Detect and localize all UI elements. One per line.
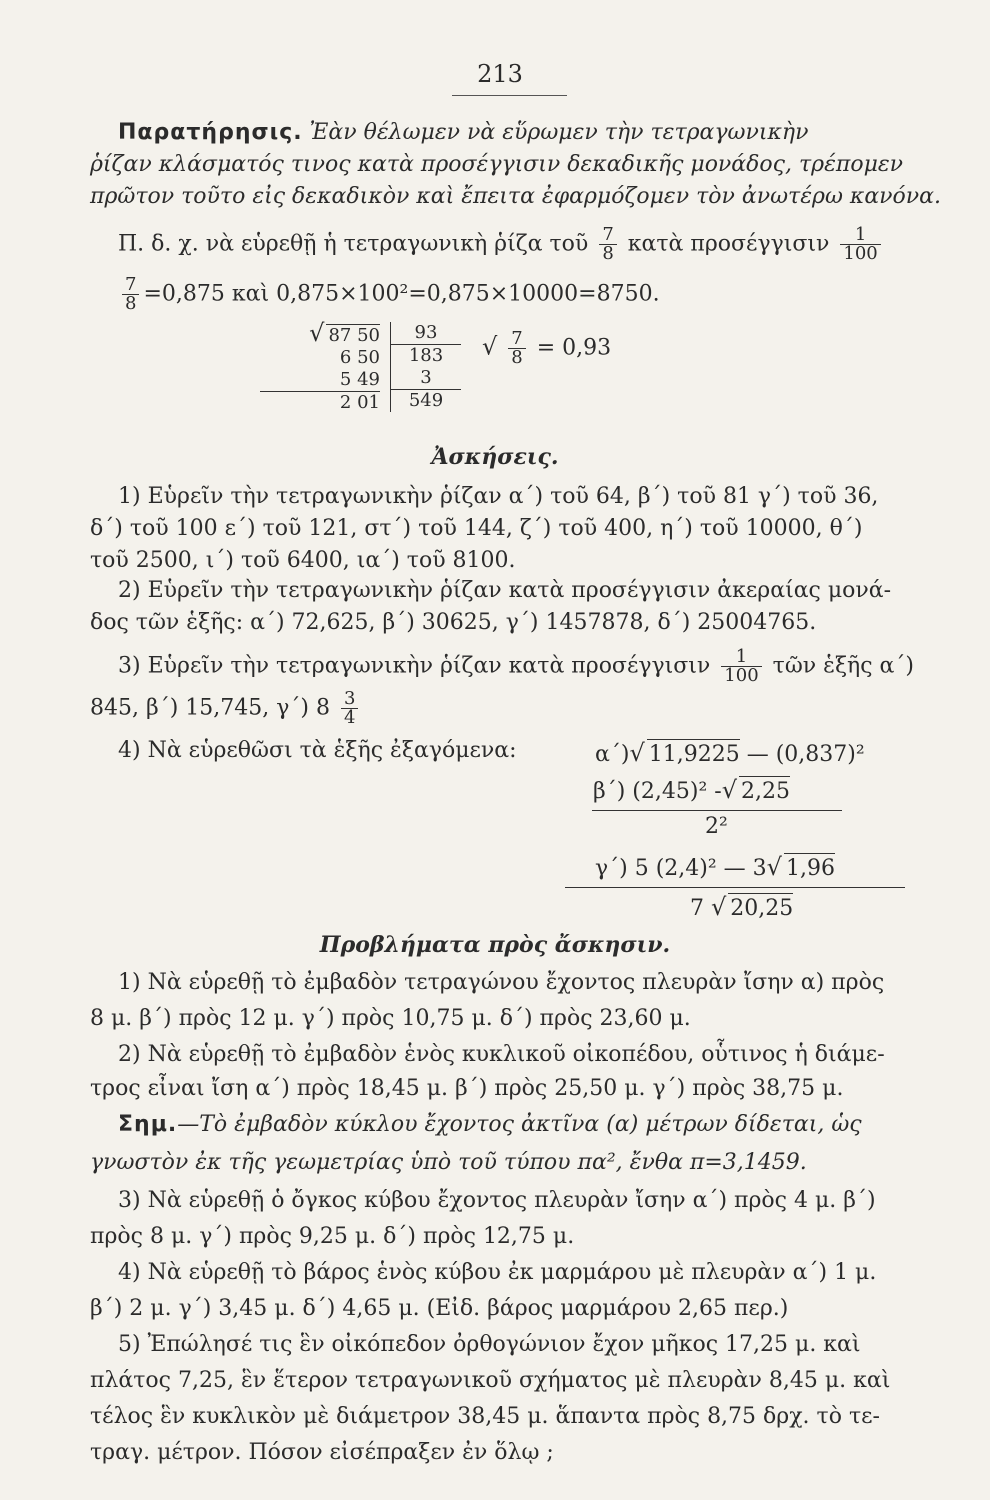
fraction-numerator: 7	[599, 226, 616, 245]
fraction-numerator: 7	[508, 330, 525, 349]
fraction-bar	[592, 810, 842, 811]
radicand-value: 11,9225	[647, 739, 740, 770]
exercise-2-line-2: δος τῶν ἑξῆς: α΄) 72,625, β΄) 30625, γ΄) 1457878, δ΄) 25004765.	[90, 610, 817, 635]
working-divisor: 93	[391, 322, 461, 345]
radical-icon: √	[482, 332, 498, 361]
problem-5-line-2: πλάτος 7,25, ἓν ἕτερον τετραγωνικοῦ σχήματος μὲ πλευρὰν 8,45 μ. καὶ	[90, 1368, 891, 1393]
fraction-7-8	[508, 330, 525, 367]
page-number-rule	[452, 95, 567, 96]
note-line-2: γνωστὸν ἐκ τῆς γεωμετρίας ὑπὸ τοῦ τύπου πα², ἔνθα π=3,1459.	[90, 1150, 807, 1175]
example-equation	[118, 276, 938, 313]
fraction-bar	[565, 887, 905, 888]
equation-text: =0,875 καὶ 0,875×100²=0,875×10000=8750.	[143, 281, 660, 307]
radicand-value: 20,25	[728, 893, 793, 924]
problem-4-line-1: 4) Νὰ εὑρεθῇ τὸ βάρος ἑνὸς κύβου ἐκ μαρμάρου μὲ πλευρὰν α΄) 1 μ.	[118, 1260, 877, 1285]
exercise-1-line-2: δ΄) τοῦ 100 ε΄) τοῦ 121, στ΄) τοῦ 144, ζ΄) τοῦ 400, η΄) τοῦ 10000, θ΄)	[90, 516, 863, 541]
exercise-1-line-3: τοῦ 2500, ι΄) τοῦ 6400, ια΄) τοῦ 8100.	[90, 548, 516, 573]
fraction-denominator: 100	[724, 665, 759, 686]
exercise-4-expr-a	[595, 738, 865, 770]
working-right-column	[390, 322, 461, 412]
fraction-denominator: 8	[602, 243, 614, 264]
expr-label: β΄) (2,45)² -	[593, 779, 722, 804]
working-divisor: 183	[408, 345, 444, 366]
expr-label: γ΄) 5 (2,4)² — 3	[595, 856, 767, 881]
fraction-3-4	[341, 690, 358, 727]
problem-1-line-2: 8 μ. β΄) πρὸς 12 μ. γ΄) πρὸς 10,75 μ. δ΄) πρὸς 23,60 μ.	[90, 1006, 691, 1031]
exercise-3-line-2	[90, 690, 910, 727]
problem-5-line-3: τέλος ἓν κυκλικὸν μὲ διάμετρον 38,45 μ. ἅπαντα πρὸς 8,75 δρχ. τὸ τε-	[90, 1404, 880, 1429]
exercise-4-expr-c	[595, 852, 835, 884]
radical-icon: √	[309, 319, 325, 347]
problems-title: Προβλήματα πρὸς ἄσκησιν.	[319, 932, 671, 958]
radicand-value: 2,25	[739, 776, 790, 807]
fraction-denominator: 100	[843, 243, 878, 264]
problem-2-line-2: τρος εἶναι ἴση α΄) πρὸς 18,45 μ. β΄) πρὸς 25,50 μ. γ΄) πρὸς 38,75 μ.	[90, 1076, 844, 1101]
working-row: 2 01	[339, 392, 380, 413]
fraction-denominator: 8	[125, 293, 137, 314]
radical-icon: √	[629, 739, 645, 767]
exercises-title: Ἀσκήσεις.	[431, 444, 559, 470]
exercise-3-text-a: 3) Εὑρεῖν τὴν τετραγωνικὴν ῥίζαν κατὰ προσέγγισιν	[118, 653, 711, 679]
exercise-2-line-1: 2) Εὑρεῖν τὴν τετραγωνικὴν ῥίζαν κατὰ προσέγγισιν ἀκεραίας μονά-	[118, 578, 892, 603]
fraction-numerator: 1	[840, 226, 880, 245]
working-row: 5 49	[260, 369, 380, 392]
working-divisor: 549	[408, 390, 444, 411]
radical-icon: √	[766, 853, 782, 881]
problem-3-line-2: πρὸς 8 μ. γ΄) πρὸς 9,25 μ. δ΄) πρὸς 12,75 μ.	[90, 1224, 575, 1249]
radicand-value: 87 50	[328, 325, 380, 346]
exercise-4-expr-c-den	[690, 892, 793, 924]
expr-coefficient: 7	[690, 896, 704, 921]
problem-3-line-1: 3) Νὰ εὑρεθῇ ὁ ὄγκος κύβου ἔχοντος πλευρὰν ἴσην α΄) πρὸς 4 μ. β΄)	[118, 1188, 876, 1213]
problem-4-line-2: β΄) 2 μ. γ΄) 3,45 μ. δ΄) 4,65 μ. (Εἰδ. βάρος μαρμάρου 2,65 περ.)	[90, 1296, 789, 1321]
exercise-1-line-1: 1) Εὑρεῖν τὴν τετραγωνικὴν ῥίζαν α΄) τοῦ 64, β΄) τοῦ 81 γ΄) τοῦ 36,	[118, 484, 879, 509]
remark-text-1: Ἐὰν θέλωμεν νὰ εὕρωμεν τὴν τετραγωνικὴν	[309, 120, 809, 145]
page-number: 213	[477, 60, 523, 88]
exercise-3-line-1	[118, 648, 938, 685]
radical-icon: √	[711, 893, 727, 921]
fraction-numerator: 1	[721, 648, 761, 667]
fraction-1-100	[840, 226, 880, 263]
problem-5-line-1: 5) Ἐπώλησέ τις ἓν οἰκόπεδον ὀρθογώνιον ἔχον μῆκος 17,25 μ. καὶ	[118, 1332, 861, 1357]
expr-label: α΄)	[595, 742, 630, 767]
fraction-numerator: 3	[341, 690, 358, 709]
fraction-7-8	[599, 226, 616, 263]
fraction-1-100	[721, 648, 761, 685]
exercise-3-text-b: τῶν ἑξῆς α΄)	[772, 653, 914, 679]
note-line-1	[118, 1110, 938, 1140]
radicand	[260, 319, 380, 347]
exercise-3-text-c: 845, β΄) 15,745, γ΄) 8	[90, 695, 330, 721]
radical-icon: √	[721, 776, 737, 804]
fraction-7-8	[122, 276, 139, 313]
remark-line-1	[118, 118, 938, 148]
example-text-2: κατὰ προσέγγισιν	[627, 231, 830, 257]
remark-heading: Παρατήρησις.	[118, 120, 303, 145]
example-text-1: Π. δ. χ. νὰ εὑρεθῇ ἡ τετραγωνικὴ ῥίζα τοῦ	[118, 231, 589, 257]
exercise-4-text: 4) Νὰ εὑρεθῶσι τὰ ἑξῆς ἐξαγόμενα:	[118, 738, 517, 763]
result-value: = 0,93	[536, 335, 612, 361]
working-row: 6 50	[339, 347, 380, 368]
working-divisor: 3	[391, 367, 461, 390]
problem-2-line-1: 2) Νὰ εὑρεθῇ τὸ ἐμβαδὸν ἑνὸς κυκλικοῦ οἰκοπέδου, οὗτινος ἡ διάμε-	[118, 1042, 885, 1067]
example-line	[118, 226, 938, 263]
fraction-denominator: 4	[343, 707, 356, 728]
remark-line-3: πρῶτον τοῦτο εἰς δεκαδικὸν καὶ ἔπειτα ἐφαρμόζομεν τὸν ἀνωτέρω κανόνα.	[90, 184, 942, 209]
problem-5-line-4: τραγ. μέτρον. Πόσον εἰσέπραξεν ἐν ὅλῳ ;	[90, 1440, 554, 1465]
remark-line-2: ῥίζαν κλάσματός τινος κατὰ προσέγγισιν δεκαδικῆς μονάδος, τρέπομεν	[90, 152, 904, 177]
fraction-denominator: 8	[511, 347, 523, 368]
radicand-value: 1,96	[784, 853, 835, 884]
problem-1-line-1: 1) Νὰ εὑρεθῇ τὸ ἐμβαδὸν τετραγώνου ἔχοντος πλευρὰν ἴσην α) πρὸς	[118, 970, 885, 995]
note-heading: Σημ.	[118, 1112, 178, 1137]
fraction-numerator: 7	[122, 276, 139, 295]
exercise-4-expr-b-den: 2²	[705, 814, 728, 839]
note-text-1: —Τὸ ἐμβαδὸν κύκλου ἔχοντος ἀκτῖνα (α) μέτρων δίδεται, ὡς	[177, 1112, 862, 1137]
exercise-4-expr-b	[593, 775, 790, 807]
working-result	[482, 330, 611, 367]
expr-rest: — (0,837)²	[746, 742, 865, 767]
working-left-column	[260, 319, 380, 414]
